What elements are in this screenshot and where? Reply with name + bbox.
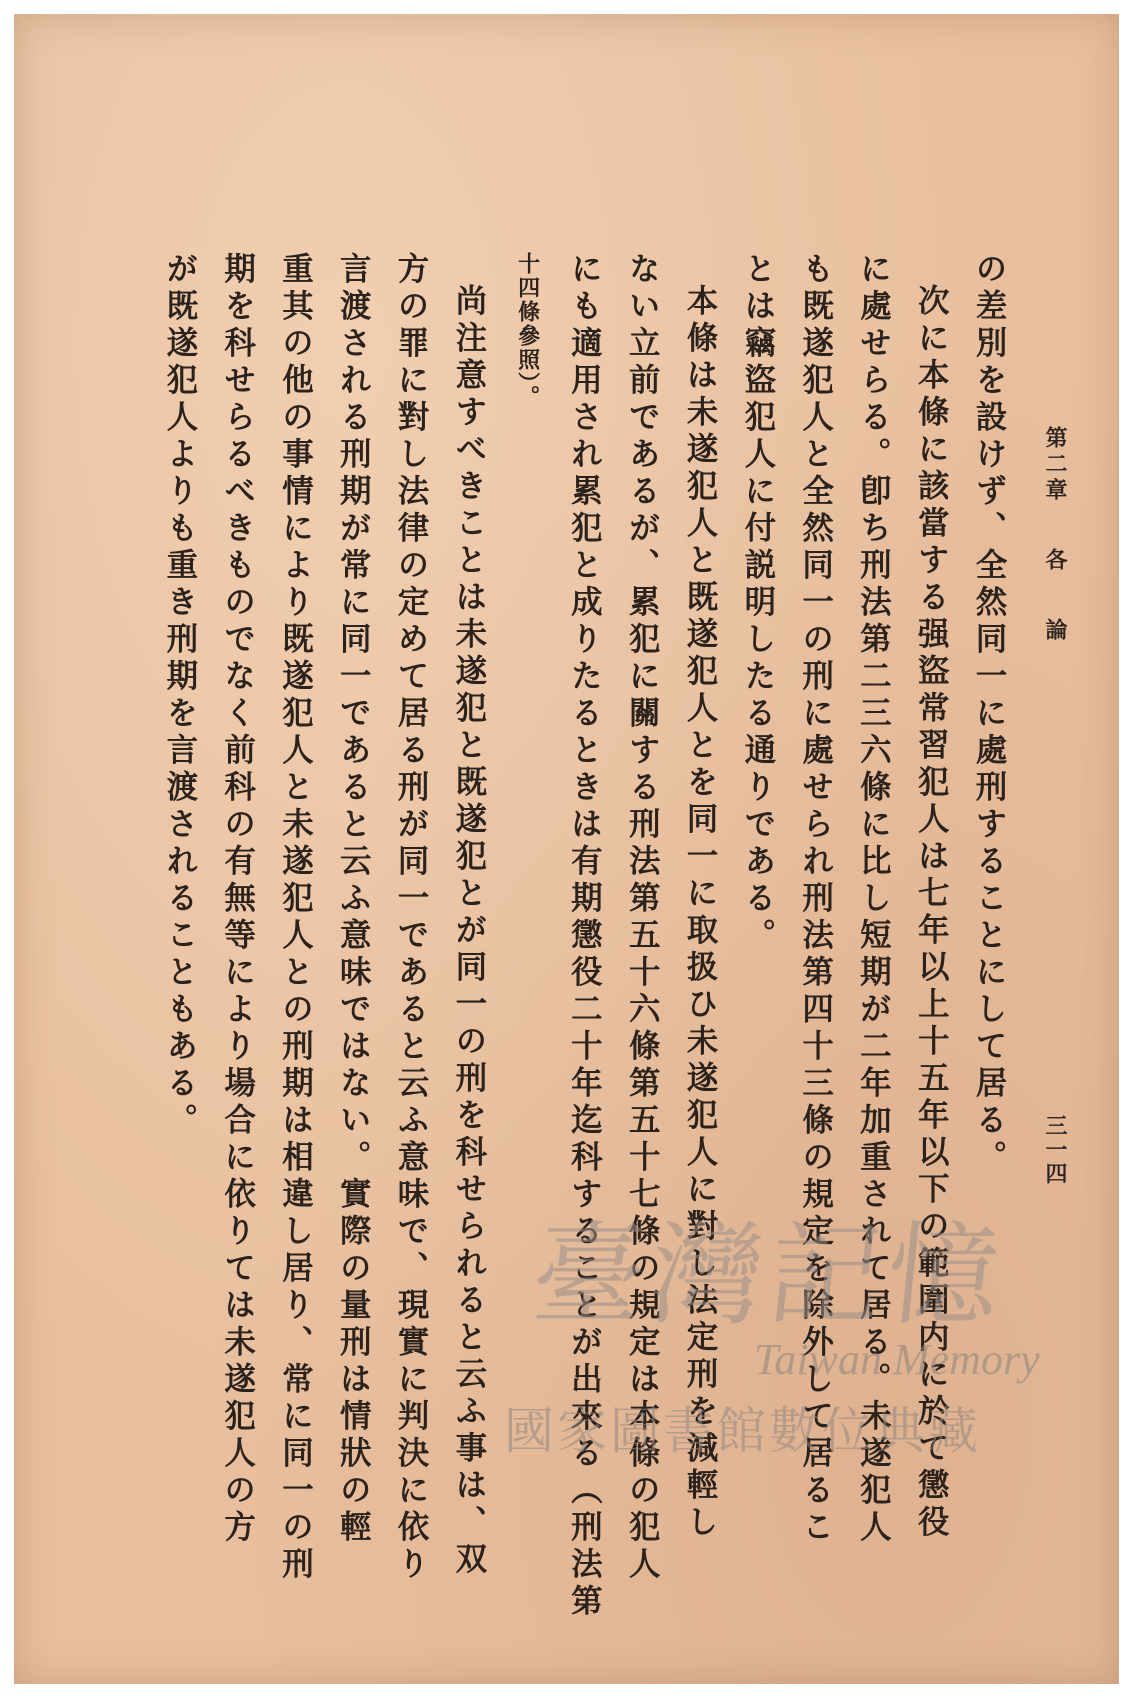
text-line: ない立前であるが、累犯に關する刑法第五十六條第五十七條の規定は本條の犯人	[624, 252, 662, 1584]
text-line: 言渡される刑期が常に同一であると云ふ意味ではない。實際の量刑は情狀の輕	[335, 252, 373, 1547]
text-line: も既遂犯人と全然同一の刑に處せられ刑法第四十三條の規定を除外して居るこ	[797, 252, 835, 1547]
section-label: 各	[1042, 548, 1068, 574]
text-line: にも適用され累犯と成りたるときは有期懲役二十年迄科することが出來る（刑法第	[566, 252, 604, 1621]
book-page	[14, 14, 1119, 1684]
text-line: 十四條參照）。	[514, 252, 541, 409]
text-line: 方の罪に對し法律の定めて居る刑が同一であると云ふ意味で、現實に判決に依り	[393, 252, 431, 1584]
section-label-2: 論	[1042, 618, 1068, 644]
watermark-english: Taiwan Memory	[754, 1335, 1040, 1384]
watermark-institution: 國家圖書館數位典藏	[504, 1402, 981, 1460]
text-line: 重其の他の事情により既遂犯人と未遂犯人との刑期は相違し居り、常に同一の刑	[277, 252, 315, 1584]
page-number: 三一四	[1042, 1114, 1068, 1186]
chapter-label: 第二章	[1042, 426, 1068, 504]
text-line: に處せらる。卽ち刑法第二三六條に比し短期が二年加重されて居る。未遂犯人	[855, 252, 893, 1547]
running-header-chapter	[1040, 426, 1071, 644]
text-line: 期を科せらるべきものでなく前科の有無等により場合に依りては未遂犯人の方	[219, 252, 257, 1547]
text-line: 本條は未遂犯人と既遂犯人とを同一に取扱ひ未遂犯人に對し法定刑を減輕し	[682, 283, 720, 1542]
text-line: 尚注意すべきことは未遂犯と既遂犯とが同一の刑を科せられると云ふ事は、双	[450, 283, 488, 1579]
text-line: 次に本條に該當する强盜常習犯人は七年以上十五年以下の範圍内に於て懲役	[913, 283, 951, 1542]
body-text	[144, 252, 1018, 1621]
text-line: の差別を設けず、全然同一に處刑することにして居る。	[971, 252, 1008, 1177]
text-line: が既遂犯人よりも重き刑期を言渡されることもある。	[161, 252, 199, 1140]
text-line: とは竊盜犯人に付説明したる通りである。	[739, 252, 777, 955]
watermark-logo: 臺灣記憶	[526, 1211, 1012, 1341]
